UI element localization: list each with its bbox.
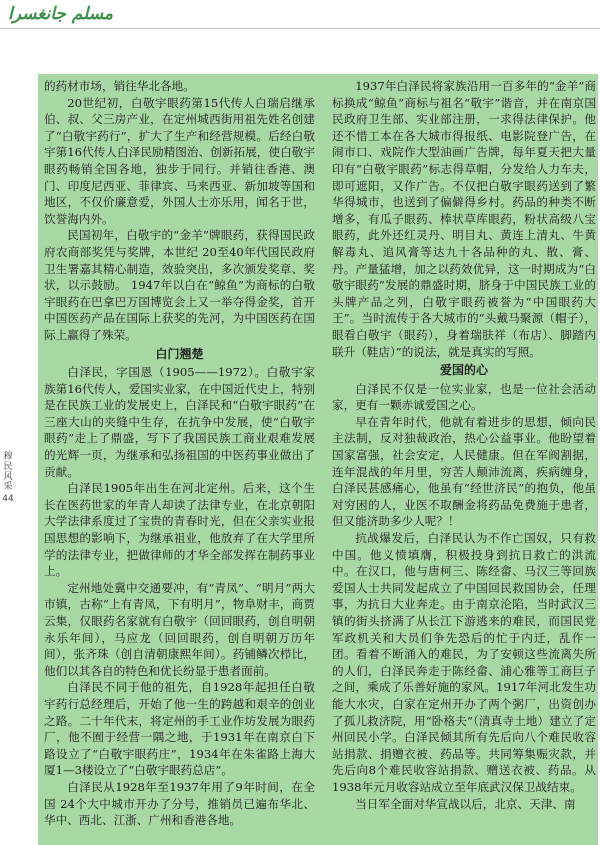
- paragraph: 民国初年，白敬宇的“金羊”牌眼药，获得国民政府农商部奖凭与奖牌，本世纪 20至40年代国民政府卫生署嘉其精心制造，效验突出，多次颁发奖章、奖状，以示鼓励。 1947年以白在“鲸鱼”为商标的白敬宇眼药在巴拿巴万国博览会上又一举夺得金奖，首开中国医药产品在国际上获奖的先河，为中国医药在国际上赢得了殊荣。: [44, 228, 315, 342]
- left-column: [44, 78, 315, 829]
- paragraph: 1937年白泽民将家族沿用一百多年的“金羊”商标换成“鲸鱼”商标与祖名“敬宇”谐音，并在南京国民政府卫生部、实业部注册，一求得法律保护。他还不惜工本在各大城市得报纸、电影院登广告，在闹市口、戏院作大型油画广告牌，每年夏天把大量印有“白敬宇眼药”标志得草帽，分发给人力车夫，即可遮阳，又作广告。不仅把白敬宇眼药送到了繁华得城市，也送到了偏僻得乡村。药品的种类不断增多，有瓜子眼药、棒状草库眼药，粉状高级八宝眼药，此外还红灵丹、明目丸、黄连上清丸、牛黄解毒丸、追风膏等达九十各品种的丸、散、膏、丹。产量猛增，加之以药效优异，这一时期成为“白敬宇眼药”发展的鼎盛时期，脐身于中国民族工业的头牌产品之列，白敬宇眼药被誉为“中国眼药大王”。当时流传于各大城市的“头戴马聚源（帽子），眼看白敬宇（眼药），身着瑞肤祥（布店）、脚踏内联升（鞋店）”的说法，就是真实的写照。: [332, 79, 596, 359]
- side-label: [2, 452, 14, 504]
- side-section-label: 穆民风采: [3, 452, 13, 492]
- page-number: 44: [2, 494, 14, 504]
- section-heading: 白门翘楚: [155, 346, 204, 361]
- page-header: [0, 0, 600, 40]
- paragraph: 早在青年时代，他就有着进步的思想，倾向民主法制，反对独裁政治，热心公益事业。他盼望着国家富强，社会安定，人民健康。但在军阀割据，连年混战的年月里，穷苦人颠沛流离，疾病缠身，白泽民甚感痛心，他虽有“经世济民”的抱负，他虽对穷困的人，业医不取酬金将药品免费施于患者，但又能济助多少人呢？！: [332, 414, 596, 529]
- paragraph: 20世纪初，白敬宇眼药第15代传人白瑞启继承伯、叔、父三房产业，在定州城西街用祖先姓名创建了“白敬宇药行”，扩大了生产和经营规模。后经白敬宇第16代传人白泽民励精图治、创新拓展，使白敬宇眼药畅销全国各地，独步于同行。并销往香港、澳门、印度尼西亚、菲律宾、马来西亚、新加坡等国和地区，不仅价廉意爱，外国人士亦乐用，闻名于世，饮誉海内外。: [44, 95, 315, 226]
- paragraph: 定州地处冀中交通要冲，有“青凤”、“明月”两大市镇，古称“上有青凤，下有明月”，物阜财丰，商贾云集，仅眼药名家就有白敬宇（回回眼药，创自明朝永乐年间），马应龙（回回眼药，创自明朝万历年间），张齐珠（创自清朝康熙年间）。药铺鳞次栉比，他们以其各自的特色和优长纷显于患者面前。: [44, 580, 315, 678]
- paragraph: 白泽民不同于他的祖先，自1928年起担任白敬宇药行总经理后，开始了他一生的跨越和艰辛的创业之路。二十年代末，将定州的手工业作坊发展为眼药厂，他不囿于经营一隅之地，于1931年在南京白下路设立了“白敬宇眼药庄”，1934年在朱雀路上海大厦1—3楼设立了“白敬宇眼药总店”。: [44, 680, 315, 778]
- header-title: مسلم جانغسرا: [8, 4, 114, 24]
- paragraph: 当日军全面对华宣战以后，北京、天津、南: [355, 796, 576, 811]
- paragraph: 的药材市场，销往华北各地。: [44, 79, 195, 93]
- paragraph: 抗战爆发后，白泽民认为不作亡国奴，只有救中国。他义愤填膺，积极投身到抗日救亡的洪流中。在汉口，他与唐柯三、陈经畲、马汉三等回族爱国人士共同发起成立了中国回民救国协会，任理事，为抗日大业奔走。由于南京沦陷，当时武汉三镇的街头挤满了从长江下游逃来的难民，而国民党军政机关和大员们争先恐后的忙于内迁，乱作一团。看着不断涌入的难民，为了安顿这些流离失所的人们，白泽民奔走于陈经畲、浦心雅等工商巨子之间，乘成了乐善好施的家风。1917年河北发生功能大水灾，白家在定州开办了两个粥厂，出资创办了孤儿救济院，用“卧格夫”（清真寺土地）建立了定州回民小学。白泽民倾其所有先后向八个难民收容站捐款、捐赠衣被、药品等。共同筹集赈灾款，并先后向8个难民收容站捐款、赠送衣被、药品。从1938年元月收容站成立至年底武汉保卫战结束。: [332, 531, 596, 794]
- paragraph: 白泽民从1928年至1937年用了9年时间，在全国 24个大中城市开办了分号，推销员已遍布华北、华中、西北、江浙、广州和香港各地。: [44, 779, 315, 828]
- section-heading: 爱国的心: [439, 363, 488, 378]
- paragraph: 白泽民1905年出生在河北定州。后来，这个生长在医药世家的年青人却读了法律专业，在北京朝阳大学法律系度过了宝贵的青春时光，但在父亲实业报国思想的影响下，为继承祖业，他放弃了在大学里所学的法律专业，把做律师的才华全部发挥在制药事业上。: [44, 481, 315, 579]
- right-column: [332, 78, 596, 812]
- paragraph: 白泽民不仅是一位实业家，也是一位社会活动家，更有一颗赤诚爱国之心。: [332, 381, 596, 413]
- header-rule: [0, 28, 600, 29]
- paragraph: 白泽民，字国恩（1905——1972）。白敬宇家族第16代传人，爱国实业家，在中国近代史上，特别是在民族工业的发展史上，白泽民和“白敬宇眼药”在三座大山的夹缝中生存，在抗争中发展，使“白敬宇眼药”走上了鼎盛，写下了我国民族工商业艰难发展的光辉一页，为继承和弘扬祖国的中医药事业做出了贡献。: [44, 365, 315, 479]
